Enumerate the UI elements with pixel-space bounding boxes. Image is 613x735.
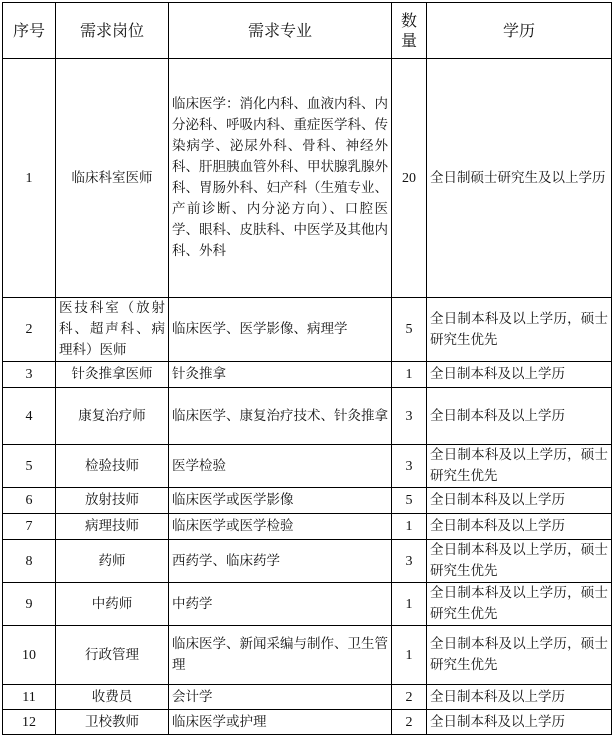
- row-position: 检验技师: [56, 445, 169, 488]
- row-education: 全日制本科及以上学历，硕士研究生优先: [427, 445, 612, 488]
- row-education: 全日制本科及以上学历: [427, 710, 612, 735]
- row-education: 全日制本科及以上学历: [427, 362, 612, 388]
- header-index: 序号: [3, 3, 56, 59]
- row-position: 放射技师: [56, 488, 169, 514]
- row-education: 全日制本科及以上学历，硕士研究生优先: [427, 298, 612, 362]
- row-major: 临床医学、新闻采编与制作、卫生管理: [169, 626, 392, 685]
- row-index: 5: [3, 445, 56, 488]
- table-row: [3, 710, 612, 735]
- table-row: [3, 488, 612, 514]
- table-row: [3, 388, 612, 445]
- row-count: 1: [392, 514, 427, 540]
- row-count: 5: [392, 488, 427, 514]
- row-position: 药师: [56, 540, 169, 583]
- row-position: 康复治疗师: [56, 388, 169, 445]
- row-education: 全日制本科及以上学历: [427, 488, 612, 514]
- row-index: 7: [3, 514, 56, 540]
- row-major: 临床医学：消化内科、血液内科、内分泌科、呼吸内科、重症医学科、传染病学、泌尿外科、骨科、神经外科、肝胆胰血管外科、甲状腺乳腺外科、胃肠外科、妇产科（生殖专业、产前诊断、内分泌方向）、口腔医学、眼科、皮肤科、中医学及其他内科、外科: [169, 59, 392, 298]
- row-index: 11: [3, 685, 56, 710]
- row-education: 全日制本科及以上学历: [427, 514, 612, 540]
- table-row: [3, 362, 612, 388]
- row-count: 2: [392, 710, 427, 735]
- table-row: [3, 685, 612, 710]
- row-count: 20: [392, 59, 427, 298]
- header-education: 学历: [427, 3, 612, 59]
- row-index: 1: [3, 59, 56, 298]
- row-major: 中药学: [169, 583, 392, 626]
- row-education: 全日制本科及以上学历: [427, 685, 612, 710]
- row-position: 中药师: [56, 583, 169, 626]
- table-row: [3, 59, 612, 298]
- row-count: 1: [392, 362, 427, 388]
- row-major: 会计学: [169, 685, 392, 710]
- row-count: 3: [392, 388, 427, 445]
- row-major: 临床医学或医学检验: [169, 514, 392, 540]
- header-count: 数量: [392, 3, 427, 59]
- table-row: [3, 298, 612, 362]
- table-row: [3, 583, 612, 626]
- row-count: 1: [392, 583, 427, 626]
- row-count: 2: [392, 685, 427, 710]
- row-position: 医技科室（放射科、超声科、病理科）医师: [56, 298, 169, 362]
- row-position: 行政管理: [56, 626, 169, 685]
- row-position: 针灸推拿医师: [56, 362, 169, 388]
- row-index: 12: [3, 710, 56, 735]
- row-count: 1: [392, 626, 427, 685]
- row-education: 全日制本科及以上学历，硕士研究生优先: [427, 540, 612, 583]
- row-count: 3: [392, 445, 427, 488]
- row-major: 西药学、临床药学: [169, 540, 392, 583]
- recruitment-table: [2, 2, 612, 735]
- row-education: 全日制硕士研究生及以上学历: [427, 59, 612, 298]
- row-count: 5: [392, 298, 427, 362]
- row-index: 9: [3, 583, 56, 626]
- row-major: 医学检验: [169, 445, 392, 488]
- row-position: 临床科室医师: [56, 59, 169, 298]
- recruitment-table-wrapper: [2, 2, 612, 735]
- row-index: 4: [3, 388, 56, 445]
- row-count: 3: [392, 540, 427, 583]
- row-position: 收费员: [56, 685, 169, 710]
- row-position: 病理技师: [56, 514, 169, 540]
- row-index: 8: [3, 540, 56, 583]
- row-index: 10: [3, 626, 56, 685]
- row-education: 全日制本科及以上学历，硕士研究生优先: [427, 626, 612, 685]
- row-major: 针灸推拿: [169, 362, 392, 388]
- table-row: [3, 626, 612, 685]
- row-index: 2: [3, 298, 56, 362]
- row-major: 临床医学或护理: [169, 710, 392, 735]
- table-row: [3, 540, 612, 583]
- table-row: [3, 514, 612, 540]
- row-major: 临床医学、医学影像、病理学: [169, 298, 392, 362]
- header-row: [3, 3, 612, 59]
- row-major: 临床医学、康复治疗技术、针灸推拿: [169, 388, 392, 445]
- row-education: 全日制本科及以上学历，硕士研究生优先: [427, 583, 612, 626]
- header-position: 需求岗位: [56, 3, 169, 59]
- row-education: 全日制本科及以上学历: [427, 388, 612, 445]
- header-major: 需求专业: [169, 3, 392, 59]
- row-index: 6: [3, 488, 56, 514]
- row-index: 3: [3, 362, 56, 388]
- row-major: 临床医学或医学影像: [169, 488, 392, 514]
- table-row: [3, 445, 612, 488]
- row-position: 卫校教师: [56, 710, 169, 735]
